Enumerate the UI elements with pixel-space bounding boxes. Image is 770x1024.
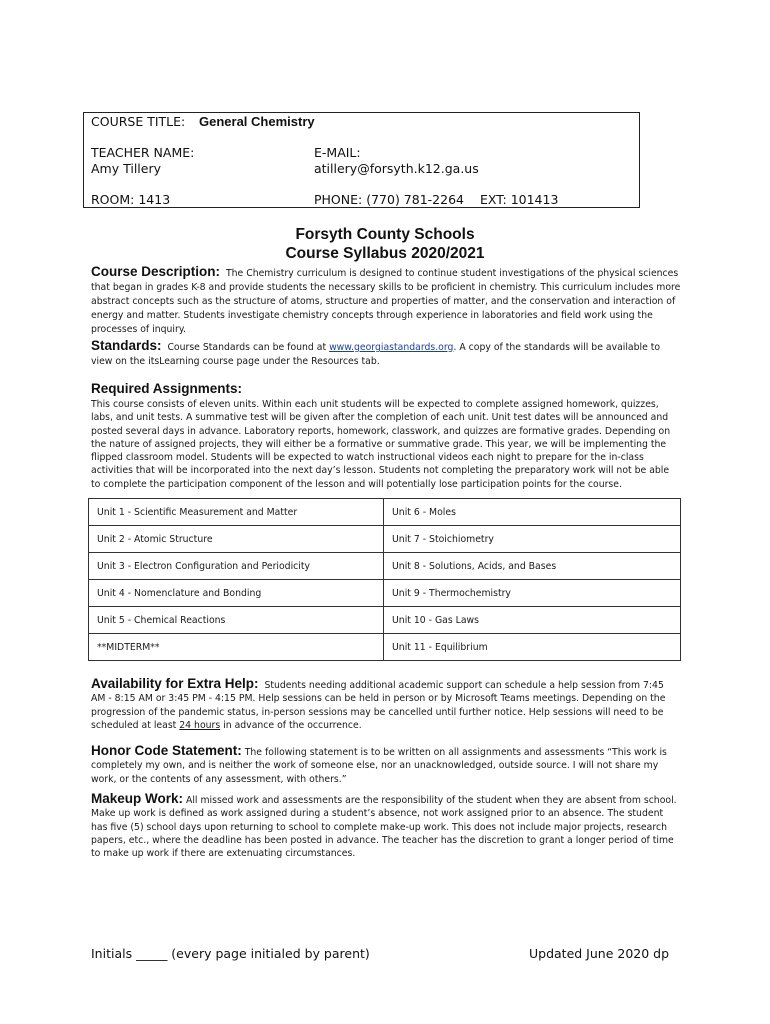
standards-heading: Standards:: [91, 338, 162, 353]
extra-help-text-after: in advance of the occurrence.: [220, 719, 362, 731]
phone: PHONE: (770) 781-2264: [314, 192, 464, 207]
extra-help-underlined: 24 hours: [179, 719, 221, 731]
extension: EXT: 101413: [480, 192, 559, 207]
standards-link[interactable]: www.georgiastandards.org: [329, 342, 454, 353]
unit-cell: Unit 10 - Gas Laws: [384, 607, 681, 634]
email-label: E-MAIL:: [314, 145, 361, 160]
table-row: [89, 580, 681, 607]
course-description-heading: Course Description:: [91, 264, 221, 279]
syllabus-title: Course Syllabus 2020/2021: [285, 245, 485, 262]
standards-text-after: . A copy of the standards will be available to view on the itsLearning course page under the Resources tab.: [91, 342, 661, 367]
extra-help: [91, 677, 681, 732]
makeup-work: [91, 792, 681, 860]
teacher-label: TEACHER NAME:: [91, 145, 195, 160]
unit-cell: Unit 6 - Moles: [384, 499, 681, 526]
unit-cell: Unit 11 - Equilibrium: [384, 634, 681, 661]
course-description: [91, 265, 681, 337]
unit-cell: Unit 2 - Atomic Structure: [89, 526, 384, 553]
initials-line: Initials _____ (every page initialed by parent): [91, 946, 370, 961]
units-table: [88, 498, 681, 661]
updated-date: Updated June 2020 dp: [529, 946, 670, 961]
standards: [91, 339, 681, 369]
table-row: [89, 553, 681, 580]
makeup-work-text: All missed work and assessments are the responsibility of the student when they are absent from school. Make up work is defined as work assigned during a student’s absence, not work assigned prior to an absence. The student has five (5) school days upon returning to school to complete make-up work. This does not include major projects, research papers, etc., where the deadline has been posted in advance. The teacher has the discretion to grant a longer period of time to make up work if there are extenuating circumstances.: [91, 795, 677, 860]
unit-cell: Unit 5 - Chemical Reactions: [89, 607, 384, 634]
course-title-label: COURSE TITLE:: [91, 114, 186, 129]
honor-code-heading: Honor Code Statement:: [91, 743, 242, 758]
extra-help-heading: Availability for Extra Help:: [91, 676, 259, 691]
makeup-work-heading: Makeup Work:: [91, 791, 184, 806]
honor-code: [91, 744, 681, 786]
unit-cell: Unit 3 - Electron Configuration and Periodicity: [89, 553, 384, 580]
table-row: [89, 526, 681, 553]
unit-cell: **MIDTERM**: [89, 634, 384, 661]
unit-cell: Unit 1 - Scientific Measurement and Matter: [89, 499, 384, 526]
course-description-lead: The Chemistry curriculum is designed to continue student investigations of the physical sciences that: [91, 268, 679, 293]
email-value: atillery@forsyth.k12.ga.us: [314, 161, 479, 176]
table-row: [89, 607, 681, 634]
unit-cell: Unit 7 - Stoichiometry: [384, 526, 681, 553]
unit-cell: Unit 4 - Nomenclature and Bonding: [89, 580, 384, 607]
course-description-text: began in grades K-8 and provide students the necessary skills to be proficient in chemistry. This curriculum includes more abstract concepts such as the structure of atoms, structure and properties of matter, and the conservation and interaction of energy and matter. Students investigate chemistry concepts through experience in laboratories and field work using the processes of inquiry.: [91, 282, 681, 335]
table-row: [89, 634, 681, 661]
unit-cell: Unit 8 - Solutions, Acids, and Bases: [384, 553, 681, 580]
school-name: Forsyth County Schools: [295, 226, 475, 243]
required-assignments-text: This course consists of eleven units. Within each unit students will be expected to complete assigned homework, quizzes, labs, and unit tests. A summative test will be given after the completion of each unit. Unit test dates will be announced and posted several days in advance. Laboratory reports, homework, classwork, and quizzes are formative grades. Depending on the nature of assigned projects, they will either be a formative or summative grade. This year, we will be implementing the flipped classroom model. Students will be expected to watch instructional videos each night to prepare for the in-class activities that will be incorporated into the next day’s lesson. Students not completing the preparatory work will not be able to complete the participation component of the lesson and will potentially lose participation points for the course.: [91, 399, 671, 490]
extra-help-text-before: Students needing additional academic support can schedule a help session from 7:45 AM - 8:15 AM or 3:45 PM - 4:15 PM. Help sessions can be held in person or by Microsoft Teams meetings. Depending on the progression of the pandemic status, in-person sessions may be cancelled until further notice. Help sessions will need to be scheduled at least: [91, 680, 666, 731]
standards-text-before: Course Standards can be found at: [167, 342, 330, 353]
required-assignments-heading: Required Assignments:: [91, 381, 243, 396]
room: ROOM: 1413: [91, 192, 171, 207]
course-title: General Chemistry: [199, 114, 315, 129]
unit-cell: Unit 9 - Thermochemistry: [384, 580, 681, 607]
honor-code-text: The following statement is to be written on all assignments and assessments “This work is completely my own, and is neither the work of someone else, nor an unacknowledged, outside source. I will not share my work, or the contents of any assessment, with others.”: [91, 747, 667, 785]
table-row: [89, 499, 681, 526]
teacher-name: Amy Tillery: [91, 161, 161, 176]
